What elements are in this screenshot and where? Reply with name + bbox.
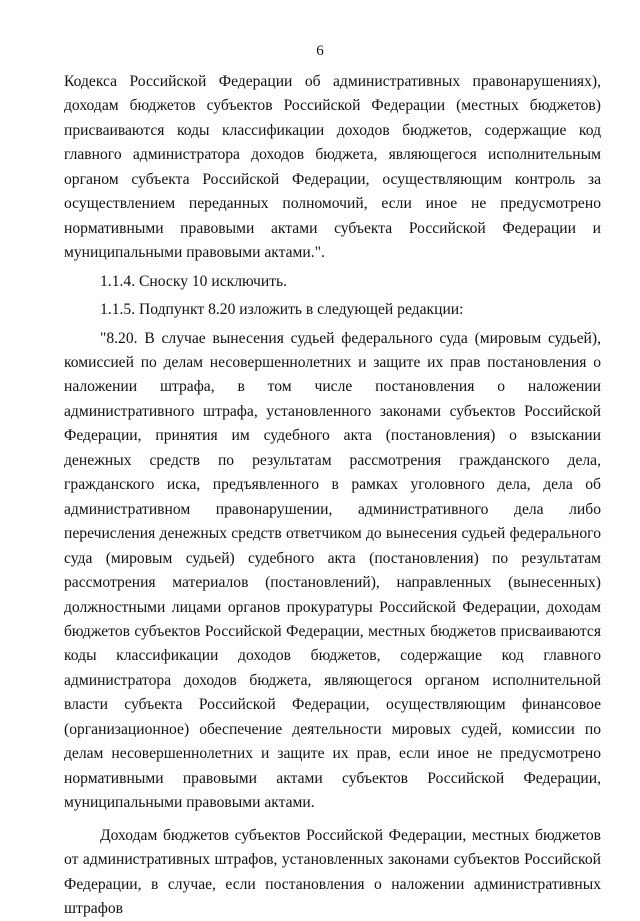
paragraph-regional-fines: Доходам бюджетов субъектов Российской Федерации, местных бюджетов от административных штрафов, установленных законами субъектов Российской Федерации, в случае, если постановления о наложении административных штрафов — [64, 826, 601, 917]
paragraph-subclause-heading: 1.1.5. Подпункт 8.20 изложить в следующей редакции: — [100, 301, 464, 319]
paragraph-continuation: Кодекса Российской Федерации об административных правонарушениях), доходам бюджетов субъектов Российской Федерации (местных бюджетов) присваиваются коды классификации доходов бюджетов, содержащие код главного администратора доходов бюджета, являющегося исполнительным органом субъекта Российской Федерации, осуществляющим контроль за осуществлением переданных полномочий, если иное не предусмотрено нормативными правовыми актами субъекта Российской Федерации и муниципальными правовыми актами.". — [64, 73, 601, 262]
page-number: 6 — [316, 43, 324, 59]
paragraph-footnote-removal: 1.1.4. Сноску 10 исключить. — [100, 272, 288, 290]
paragraph-clause-8-20: "8.20. В случае вынесения судьей федерального суда (мировым судьей), комиссией по делам несовершеннолетних и защите их прав постановления о наложении штрафа, в том числе постановления о наложении административного штрафа, установленного законами субъектов Российской Федерации, принятия им судебного акта (постановления) о взыскании денежных средств по результатам рассмотрения гражданского дела, гражданского иска, предъявленного в рамках уголовного дела, дела об административном правонарушении, административного дела либо перечисления денежных средств ответчиком до вынесения судьей федерального суда (мировым судьей) судебного акта (постановления) по результатам рассмотрения материалов (постановлений), направленных (вынесенных) должностными лицами органов прокуратуры Российской Федерации, доходам бюджетов субъектов Российской Федерации, местных бюджетов присваиваются коды классификации доходов бюджетов, содержащие код главного администратора доходов бюджета, являющегося органом исполнительной власти субъекта Российской Федерации, осуществляющим финансовое (организационное) обеспечение деятельности мировых судей, комиссии по делам несовершеннолетних и защите их прав, если иное не предусмотрено нормативными правовыми актами субъектов Российской Федерации, муниципальными правовыми актами. — [64, 329, 601, 812]
document-body — [64, 70, 601, 921]
